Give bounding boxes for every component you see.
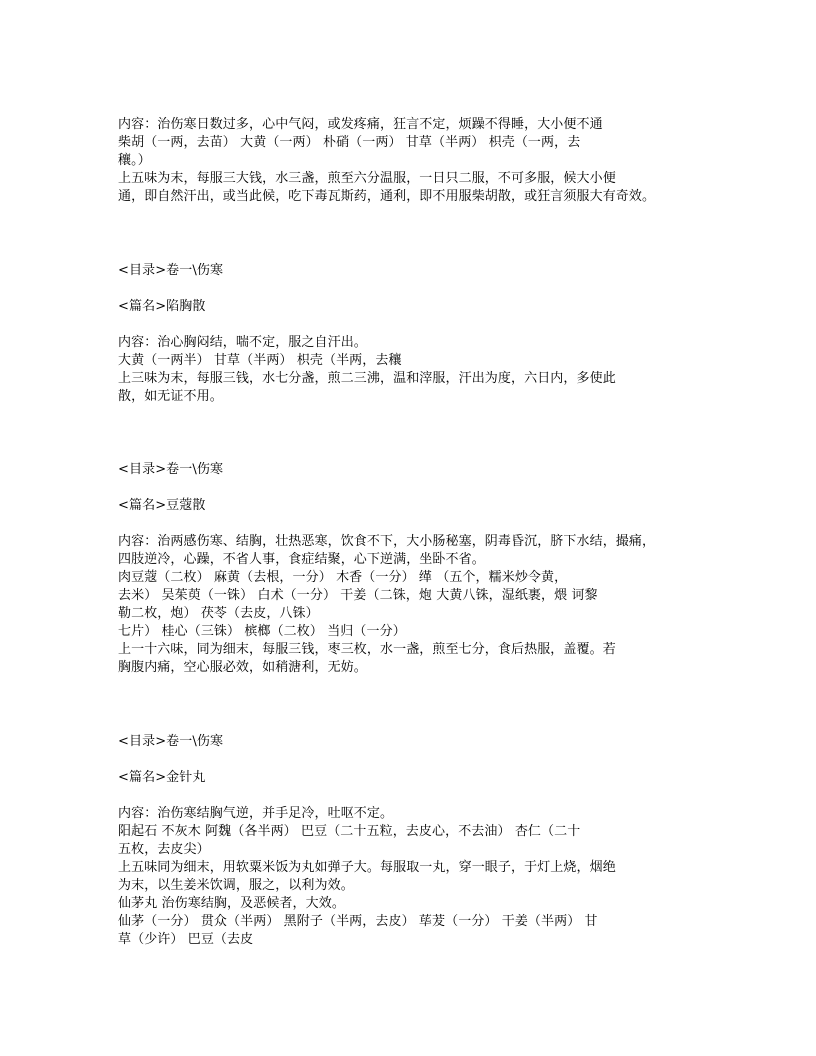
chapter-title: <篇名>陷胸散 (118, 299, 206, 314)
content-line: 肉豆蔻（二枚） 麻黄（去根，一分） 木香（一分） 缂 （五个，糯米炒令黄， (118, 570, 568, 585)
content-line: 内容：治伤寒日数过多，心中气闷，或发疼痛，狂言不定，烦躁不得睡，大小便不通 (118, 117, 603, 132)
catalog-heading: <目录>卷一\伤寒 (118, 263, 224, 278)
content-line: 草（少许） 巴豆（去皮 (118, 932, 254, 947)
content-line: 胸腹内痛，空心服必效，如稍溏利，无妨。 (118, 660, 367, 675)
content-line: 柴胡（一两，去苗） 大黄（一两） 朴硝（一两） 甘草（半两） 枳壳（一两，去 (118, 135, 581, 150)
content-line: 四肢逆冷，心躁，不省人事，食症结聚，心下逆满，坐卧不省。 (118, 552, 485, 567)
content-line: 内容：治伤寒结胸气逆，并手足冷，吐呕不定。 (118, 806, 394, 821)
content-line: 大黄（一两半） 甘草（半两） 枳壳（半两，去穰 (118, 353, 402, 368)
content-line: 上三味为末，每服三钱，水七分盏，煎二三沸，温和滓服，汗出为度，六日内，多使此 (118, 371, 616, 386)
content-line: 上五味为末，每服三大钱，水三盏，煎至六分温服，一日只二服，不可多服，候大小便 (118, 171, 616, 186)
content-line: 内容：治两感伤寒、结胸，壮热恶寒，饮食不下，大小肠秘塞，阴毒昏沉，脐下水结，撮痛， (118, 534, 656, 549)
content-line: 上一十六味，同为细末，每服三钱，枣三枚，水一盏，煎至七分，食后热服，盖覆。若 (118, 642, 616, 657)
content-line: 内容：治心胸闷结，喘不定，服之自汗出。 (118, 335, 367, 350)
content-line: 散，如无证不用。 (118, 389, 223, 404)
content-line: 穰。） (118, 153, 151, 168)
catalog-heading: <目录>卷一\伤寒 (118, 462, 224, 477)
chapter-title: <篇名>豆蔻散 (118, 498, 206, 513)
content-line: 仙茅（一分） 贯众（半两） 黑附子（半两，去皮） 荜茇（一分） 干姜（半两） 甘 (118, 914, 598, 929)
content-line: 阳起石 不灰木 阿魏（各半两） 巴豆（二十五粒，去皮心，不去油） 杏仁（二十 (118, 824, 581, 839)
catalog-heading: <目录>卷一\伤寒 (118, 734, 224, 749)
chapter-title: <篇名>金针丸 (118, 770, 206, 785)
content-line: 为末，以生姜米饮调，服之，以利为效。 (118, 878, 354, 893)
content-line: 通，即自然汗出，或当此候，吃下毒瓦斯药，通利，即不用服柴胡散，或狂言须服大有奇效。 (118, 189, 656, 204)
content-line: 五枚，去皮尖） (118, 842, 210, 857)
content-line: 去米） 吴茱萸（一铢） 白术（一分） 干姜（二铢，炮 大黄八铢，湿纸裹，煨 诃黎 (118, 588, 598, 603)
content-line: 七片） 桂心（三铢） 槟榔（二枚） 当归（一分） (118, 624, 406, 639)
content-line: 上五味同为细末，用软粟米饭为丸如弹子大。每服取一丸，穿一眼子，于灯上烧，烟绝 (118, 860, 616, 875)
content-line: 勒二枚，炮） 茯苓（去皮，八铢） (118, 606, 319, 621)
content-line: 仙茅丸 治伤寒结胸，及恶候者，大效。 (118, 896, 345, 911)
